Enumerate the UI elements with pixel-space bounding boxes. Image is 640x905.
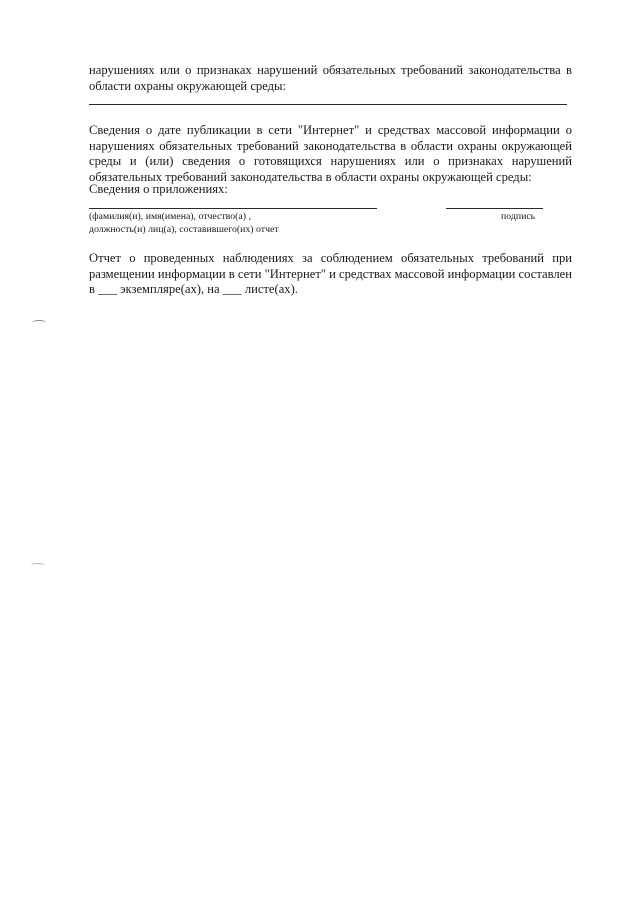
- violations-paragraph: нарушениях или о признаках нарушений обязательных требований законодательства в области охраны окружающей среды:: [89, 63, 572, 93]
- publication-paragraph: Сведения о дате публикации в сети "Интернет" и средствах массовой информации о нарушениях обязательных требований законодательства в области охраны окружающей среды и (или) сведения о готовящихся нарушениях или о признаках нарушений обязательных требований законодательства в области охраны окружающей среды:: [89, 123, 572, 184]
- attachments-label: Сведения о приложениях:: [89, 182, 228, 196]
- scan-mark: [31, 563, 45, 568]
- copies-paragraph: Отчет о проведенных наблюдениях за соблюдением обязательных требований при размещении информации в сети "Интернет" и средствах массовой информации составлен в ___ экземпляре(ах), на ___ листе(ах).: [89, 251, 572, 296]
- name-caption: (фамилия(и), имя(имена), отчество(а) ,: [89, 211, 251, 222]
- signature-caption: подпись: [501, 211, 536, 222]
- signature-line: [446, 208, 543, 209]
- scan-mark: [32, 320, 46, 325]
- position-caption: должность(и) лиц(а), составившего(их) отчет: [89, 224, 279, 235]
- name-signature-line: [89, 208, 377, 209]
- violations-fill-line: [89, 104, 567, 105]
